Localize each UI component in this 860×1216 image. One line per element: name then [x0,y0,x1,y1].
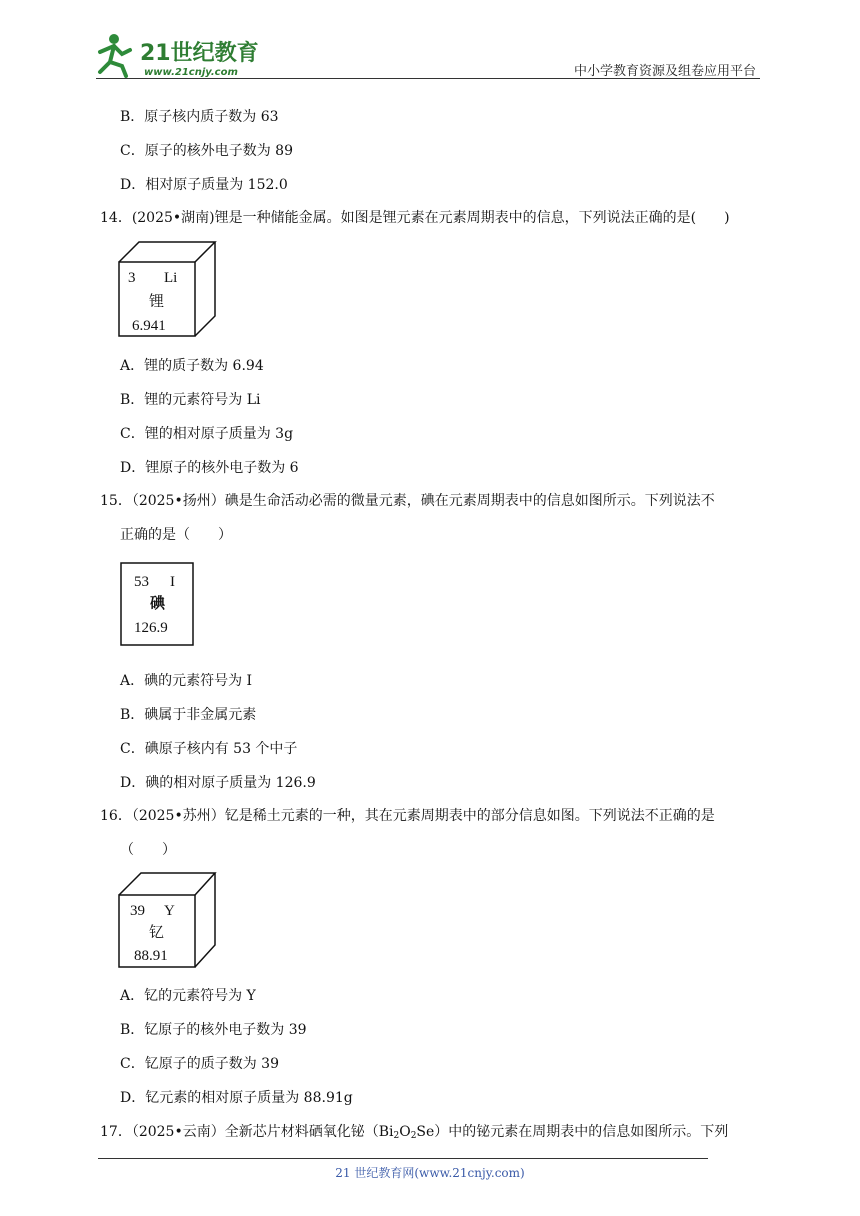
q15-option-a: A．碘的元素符号为 I [120,673,253,689]
q14-option-c: C．锂的相对原子质量为 3g [120,426,294,442]
q16-option-d: D．钇元素的相对原子质量为 88.91g [120,1090,353,1106]
q14-option-b: B．锂的元素符号为 Li [120,392,261,408]
q17-sub-2: 2 [410,1131,417,1141]
footer-text: 21 世纪教育网(www.21cnjy.com) [335,1166,525,1180]
q14-atomic-mass: 6.941 [132,318,166,334]
q16-stem-line2: （ ） [120,842,176,858]
q15-element-symbol: I [170,574,175,590]
q14-atomic-number: 3 [128,270,136,286]
q16-option-b: B．钇原子的核外电子数为 39 [120,1022,307,1038]
q14-element-card [118,240,218,338]
q16-element-name: 钇 [149,925,165,941]
q14-element-name: 锂 [149,294,165,310]
platform-name: 中小学教育资源及组卷应用平台 [573,64,756,79]
q14-option-d: D．锂原子的核外电子数为 6 [120,460,299,476]
q16-atomic-number: 39 [130,903,145,919]
logo [92,30,272,80]
q14-option-a: A．锂的质子数为 6.94 [120,358,264,374]
q16-element-symbol: Y [164,903,175,919]
q14-element-symbol: Li [164,270,178,286]
q15-option-d: D．碘的相对原子质量为 126.9 [120,775,316,791]
q17-stem-mid: O [399,1124,411,1140]
q15-element-name: 碘 [150,596,166,612]
q13-option-d: D．相对原子质量为 152.0 [120,177,288,193]
runner-icon [100,34,130,76]
q17-stem [100,1121,728,1141]
q14-stem: 14．(2025•湖南)锂是一种储能金属。如图是锂元素在元素周期表中的信息，下列说法正确的是( ) [100,210,730,226]
q15-atomic-number: 53 [134,574,149,590]
q17-sub-1: 2 [393,1131,400,1141]
q15-stem-line2: 正确的是（ ） [120,527,232,543]
q16-option-a: A．钇的元素符号为 Y [120,988,256,1004]
header-rule [96,78,760,79]
q17-stem-post: Se）中的铋元素在周期表中的信息如图所示。下列 [416,1124,729,1140]
q17-stem-pre: 17．（2025•云南）全新芯片材料硒氧化铋（Bi [100,1124,394,1140]
q16-stem-line1: 16．（2025•苏州）钇是稀土元素的一种，其在元素周期表中的部分信息如图。下列说法不正确的是 [100,808,715,824]
footer-rule [98,1158,708,1159]
q15-option-b: B．碘属于非金属元素 [120,707,257,723]
q16-element-card [118,871,218,969]
q16-atomic-mass: 88.91 [134,948,168,964]
q15-atomic-mass: 126.9 [134,620,168,636]
q16-option-c: C．钇原子的质子数为 39 [120,1056,279,1072]
q15-element-card [120,562,196,648]
logo-url: www.21cnjy.com [144,67,238,78]
q15-option-c: C．碘原子核内有 53 个中子 [120,741,298,757]
q15-stem-line1: 15．（2025•扬州）碘是生命活动必需的微量元素，碘在元素周期表中的信息如图所示。下列说法不 [100,493,715,509]
logo-brand: 21世纪教育 [140,41,259,66]
q13-option-b: B．原子核内质子数为 63 [120,109,279,125]
page-header [0,0,860,82]
q13-option-c: C．原子的核外电子数为 89 [120,143,293,159]
